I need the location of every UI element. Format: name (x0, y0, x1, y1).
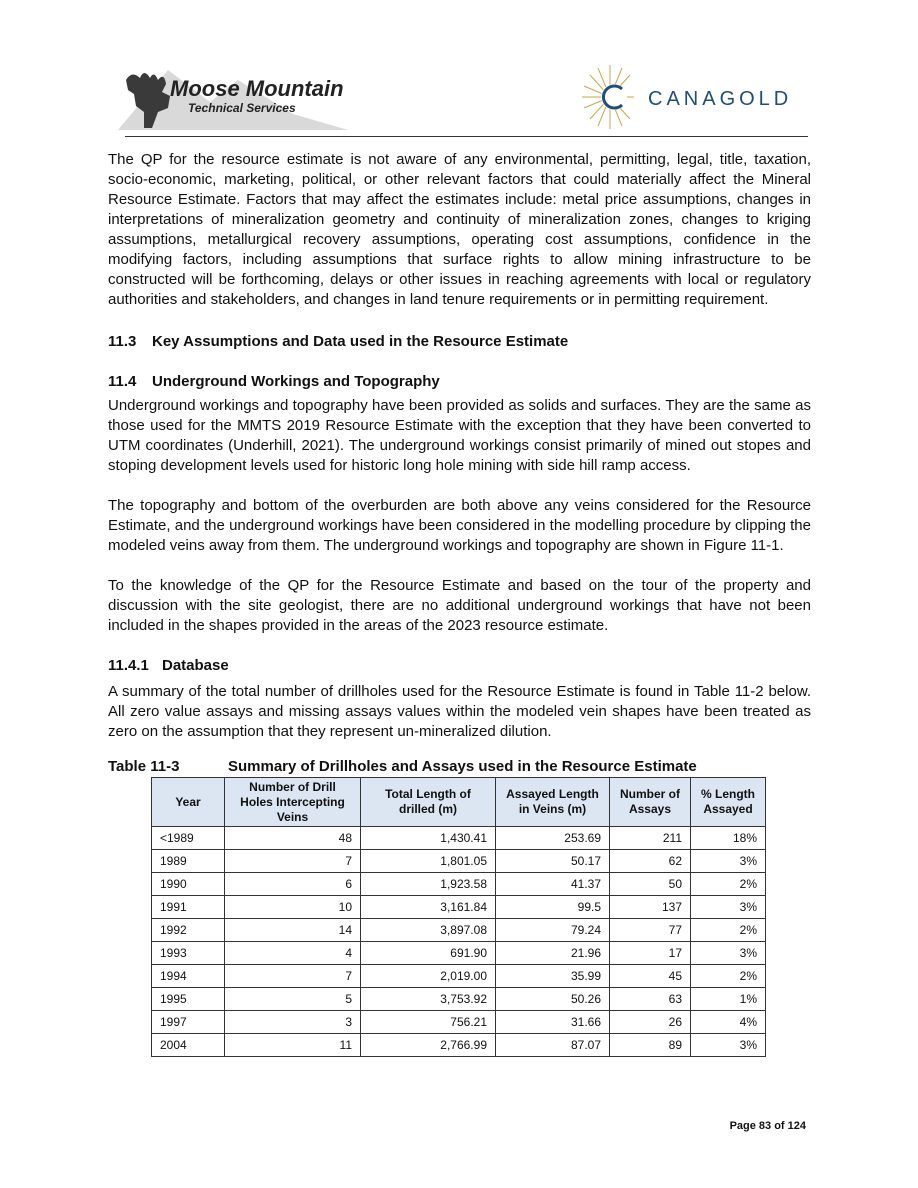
canagold-wordmark: CANAGOLD (648, 88, 793, 110)
cell-percent-assayed: 2% (691, 965, 766, 988)
cell-number-assays: 45 (610, 965, 691, 988)
cell-assayed-length: 35.99 (496, 965, 610, 988)
cell-percent-assayed: 4% (691, 1011, 766, 1034)
cell-percent-assayed: 3% (691, 896, 766, 919)
cell-year: 1991 (152, 896, 225, 919)
cell-number-assays: 50 (610, 873, 691, 896)
cell-assayed-length: 31.66 (496, 1011, 610, 1034)
section-heading-11-4-1 (108, 656, 811, 676)
cell-year: 1997 (152, 1011, 225, 1034)
cell-total-length: 1,430.41 (361, 827, 496, 850)
moose-mountain-logo (118, 62, 348, 132)
cell-total-length: 3,753.92 (361, 988, 496, 1011)
table-row (152, 965, 766, 988)
page-number: Page 83 of 124 (729, 1120, 806, 1132)
logo-line1: Moose Mountain (170, 76, 344, 101)
drillholes-table (151, 777, 766, 1057)
col-header-year: Year (152, 778, 225, 827)
cell-assayed-length: 99.5 (496, 896, 610, 919)
cell-total-length: 1,923.58 (361, 873, 496, 896)
cell-drill-holes: 4 (225, 942, 361, 965)
table-label: Table 11-3 (108, 758, 180, 775)
cell-year: 1992 (152, 919, 225, 942)
cell-assayed-length: 50.17 (496, 850, 610, 873)
table-row (152, 850, 766, 873)
table-caption (108, 758, 811, 776)
cell-year: 1990 (152, 873, 225, 896)
cell-total-length: 691.90 (361, 942, 496, 965)
cell-year: 1995 (152, 988, 225, 1011)
cell-assayed-length: 253.69 (496, 827, 610, 850)
table-row (152, 942, 766, 965)
table-row (152, 1034, 766, 1057)
section-number: 11.3 (108, 333, 137, 350)
cell-percent-assayed: 3% (691, 942, 766, 965)
paragraph-qp-knowledge: To the knowledge of the QP for the Resource Estimate and based on the tour of the property and discussion with the site geologist, there are no additional underground workings that have not been included in the shapes provided in the areas of the 2023 resource estimate. (108, 577, 811, 634)
cell-drill-holes: 48 (225, 827, 361, 850)
cell-year: 1994 (152, 965, 225, 988)
col-header-number-assays: Number of Assays (610, 778, 691, 827)
cell-total-length: 756.21 (361, 1011, 496, 1034)
cell-year: 1989 (152, 850, 225, 873)
page-body (108, 150, 811, 776)
section-heading-11-3 (108, 332, 811, 352)
cell-drill-holes: 6 (225, 873, 361, 896)
table-row (152, 988, 766, 1011)
cell-total-length: 3,161.84 (361, 896, 496, 919)
page-header (0, 0, 918, 140)
paragraph-underground-workings: Underground workings and topography have been provided as solids and surfaces. They are the same as those used for the MMTS 2019 Resource Estimate with the exception that they have been converted to UTM coordinates (Underhill, 2021). The underground workings consist primarily of mined out stopes and stoping development levels used for historic long hole mining with side hill ramp access. (108, 397, 811, 474)
cell-number-assays: 89 (610, 1034, 691, 1057)
cell-number-assays: 62 (610, 850, 691, 873)
section-title: Database (162, 657, 229, 674)
table-row (152, 827, 766, 850)
section-heading-11-4 (108, 372, 811, 392)
paragraph-topography: The topography and bottom of the overburden are both above any veins considered for the Resource Estimate, and the underground workings have been considered in the modelling procedure by clipping the modeled veins away from them. The underground workings and topography are shown in Figure 11-1. (108, 497, 811, 554)
section-number: 11.4 (108, 373, 137, 390)
col-header-percent-assayed: % Length Assayed (691, 778, 766, 827)
col-header-assayed-length: Assayed Length in Veins (m) (496, 778, 610, 827)
section-title: Underground Workings and Topography (152, 373, 440, 390)
cell-drill-holes: 3 (225, 1011, 361, 1034)
cell-percent-assayed: 1% (691, 988, 766, 1011)
cell-percent-assayed: 3% (691, 850, 766, 873)
cell-drill-holes: 7 (225, 965, 361, 988)
cell-drill-holes: 14 (225, 919, 361, 942)
paragraph-factors: The QP for the resource estimate is not aware of any environmental, permitting, legal, title, taxation, socio-economic, marketing, political, or other relevant factors that could materially affect the Mineral Resource Estimate. Factors that may affect the estimates include: metal price assumptions, changes in interpretations of mineralization geometry and continuity of mineralization zones, changes to kriging assumptions, metallurgical recovery assumptions, operating cost assumptions, confidence in the modifying factors, including assumptions that surface rights to allow mining infrastructure to be constructed will be forthcoming, delays or other issues in reaching agreements with local or regulatory authorities and stakeholders, and changes in land tenure requirements or in permitting requirement. (108, 151, 811, 308)
cell-number-assays: 137 (610, 896, 691, 919)
cell-drill-holes: 7 (225, 850, 361, 873)
cell-total-length: 2,019.00 (361, 965, 496, 988)
cell-assayed-length: 87.07 (496, 1034, 610, 1057)
cell-number-assays: 211 (610, 827, 691, 850)
paragraph-database: A summary of the total number of drillholes used for the Resource Estimate is found in Table 11-2 below. All zero value assays and missing assays values within the modeled vein shapes have been treated as zero on the assumption that they represent un-mineralized dilution. (108, 683, 811, 740)
cell-assayed-length: 21.96 (496, 942, 610, 965)
cell-assayed-length: 50.26 (496, 988, 610, 1011)
section-title: Key Assumptions and Data used in the Resource Estimate (152, 333, 569, 350)
canagold-logo (580, 62, 810, 132)
cell-number-assays: 17 (610, 942, 691, 965)
logo-line2: Technical Services (188, 101, 296, 115)
table-title: Summary of Drillholes and Assays used in the Resource Estimate (228, 758, 697, 775)
cell-total-length: 2,766.99 (361, 1034, 496, 1057)
section-number: 11.4.1 (108, 657, 149, 674)
table-row (152, 896, 766, 919)
cell-number-assays: 63 (610, 988, 691, 1011)
col-header-total-length: Total Length of drilled (m) (361, 778, 496, 827)
cell-percent-assayed: 3% (691, 1034, 766, 1057)
header-divider (125, 136, 808, 137)
cell-number-assays: 77 (610, 919, 691, 942)
cell-year: 1993 (152, 942, 225, 965)
cell-drill-holes: 5 (225, 988, 361, 1011)
table-row (152, 1011, 766, 1034)
cell-drill-holes: 11 (225, 1034, 361, 1057)
cell-number-assays: 26 (610, 1011, 691, 1034)
cell-assayed-length: 41.37 (496, 873, 610, 896)
table-row (152, 919, 766, 942)
table-row (152, 873, 766, 896)
col-header-drill-holes: Number of Drill Holes Intercepting Veins (225, 778, 361, 827)
cell-assayed-length: 79.24 (496, 919, 610, 942)
cell-total-length: 3,897.08 (361, 919, 496, 942)
cell-total-length: 1,801.05 (361, 850, 496, 873)
cell-year: 2004 (152, 1034, 225, 1057)
cell-percent-assayed: 18% (691, 827, 766, 850)
cell-year: <1989 (152, 827, 225, 850)
cell-percent-assayed: 2% (691, 873, 766, 896)
table-header-row (152, 778, 766, 827)
cell-percent-assayed: 2% (691, 919, 766, 942)
cell-drill-holes: 10 (225, 896, 361, 919)
